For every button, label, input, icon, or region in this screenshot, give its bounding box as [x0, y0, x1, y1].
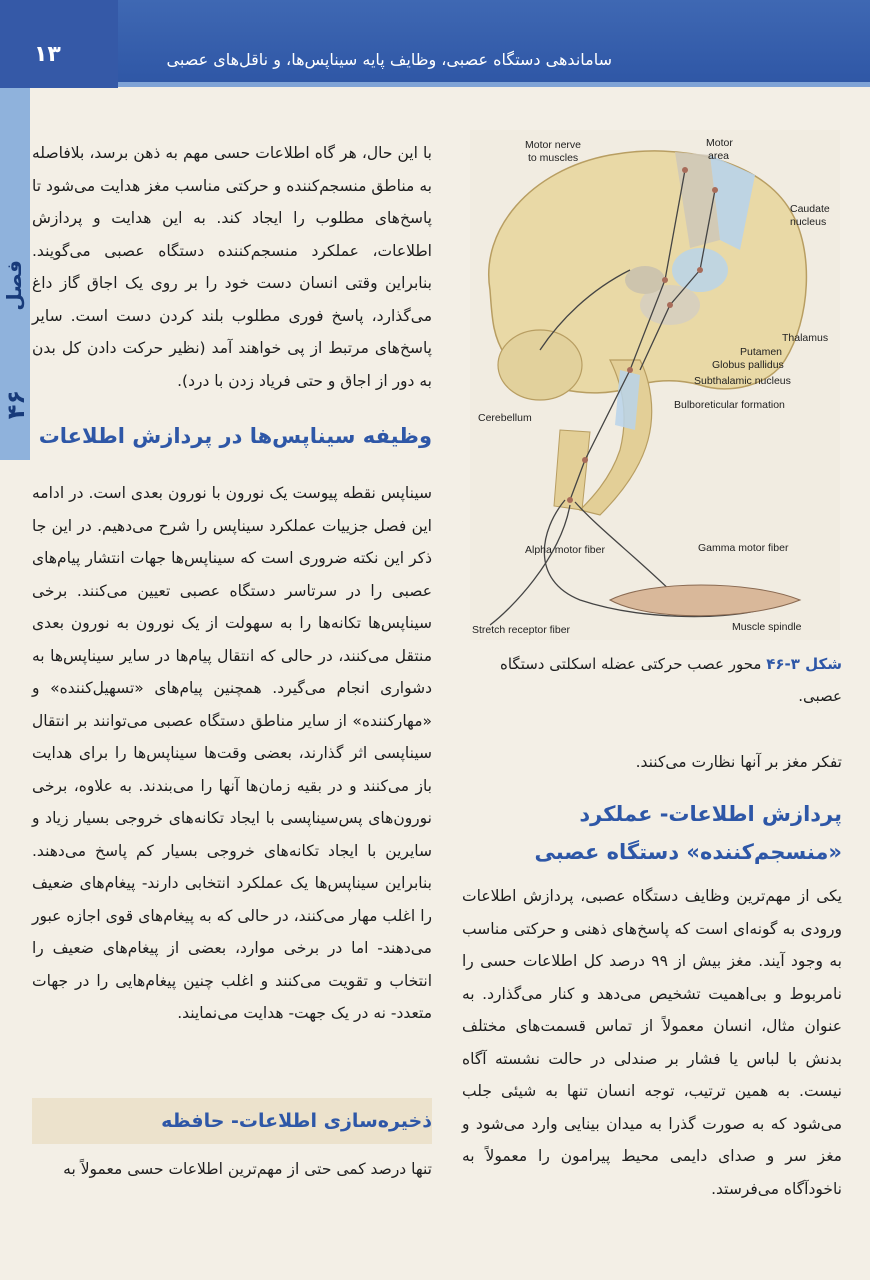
- label-motor-nerve: Motor nerve: [525, 139, 582, 151]
- right-column-paragraph-1: [32, 137, 432, 397]
- chapter-word: فصل: [2, 260, 26, 311]
- label-to-muscles: to muscles: [528, 152, 579, 164]
- paragraph: تنها درصد کمی حتی از مهم‌ترین اطلاعات حسی معمولاً به: [63, 1160, 432, 1178]
- running-head: ساماندهی دستگاه عصبی، وظایف پایه سیناپس‌ها، و ناقل‌های عصبی: [166, 50, 612, 69]
- section-heading-memory: ذخیره‌سازی اطلاعات- حافظه: [161, 1110, 432, 1132]
- caption-text: محور عصب حرکتی عضله اسکلتی دستگاه عصبی.: [499, 655, 842, 705]
- label-caudate: Caudate: [790, 203, 830, 215]
- motor-axis-figure: [470, 130, 840, 640]
- label-motor: Motor: [706, 137, 733, 149]
- left-column-paragraph-2: [462, 880, 842, 1205]
- section-heading-synapses: وظیفه سیناپس‌ها در پردازش اطلاعات: [38, 424, 432, 448]
- label-gamma-motor-fiber: Gamma motor fiber: [698, 542, 789, 554]
- label-subthalamic-nucleus: Subthalamic nucleus: [694, 375, 791, 387]
- header-band: [118, 0, 870, 82]
- header-divider: [118, 82, 870, 87]
- label-stretch-receptor-fiber: Stretch receptor fiber: [472, 624, 571, 636]
- page-header: [0, 0, 870, 88]
- label-globus-pallidus: Globus pallidus: [712, 359, 784, 371]
- figure-caption: [462, 648, 842, 712]
- paragraph: با این حال، هر گاه اطلاعات حسی مهم به ذهن برسد، بلافاصله به مناطق منسجم‌کننده و حرکتی مناسب مغز هدایت می‌شود تا پاسخ‌های مطلوب را ایجاد کند. به این هدایت و پردازش اطلاعات، عملکرد منسجم‌کننده دستگاه عصبی می‌گویند. بنابراین وقتی انسان دست خود را بر روی یک اجاق گاز داغ می‌گذارد، پاسخ فوری مطلوب بلند کردن دست است. سایر پاسخ‌های مرتبط از پی خواهند آمد (نظیر حرکت دادن کل بدن به دور از اجاق و حتی فریاد زدن با درد).: [32, 144, 432, 390]
- right-column-paragraph-3: [32, 1153, 432, 1186]
- putamen: [625, 266, 665, 294]
- label-area: area: [708, 150, 730, 162]
- chapter-number: ۴۶: [2, 390, 30, 420]
- paragraph: تفکر مغز بر آنها نظارت می‌کنند.: [635, 753, 842, 771]
- paragraph: یکی از مهم‌ترین وظایف دستگاه عصبی، پردازش اطلاعات ورودی به گونه‌ای است که پاسخ‌های ذهنی و حرکتی مناسب به وجود آیند. مغز بیش از ۹۹ درصد کل اطلاعات حسی را نامربوط و بی‌اهمیت تشخیص می‌دهد و کنار می‌گذارد. به عنوان مثال، انسان معمولاً از تماس قسمت‌های مختلف بدنش با لباس یا فشار بر صندلی در حالت نشسته آگاه نیست. به همین ترتیب، توجه انسان تنها به شیئی جلب می‌شود که به صورت گذرا به میدان بینایی وارد می‌شود و مغز سر و صدای دایمی محیط پیرامون را معمولاً به ناخودآگاه می‌فرستد.: [462, 887, 842, 1198]
- cerebellum: [498, 330, 582, 400]
- left-column-paragraph-1: [462, 746, 842, 779]
- label-alpha-motor-fiber: Alpha motor fiber: [525, 544, 605, 556]
- right-column-paragraph-2: [32, 477, 432, 1030]
- caption-label: شکل ۳-۴۶: [766, 655, 842, 673]
- label-nucleus: nucleus: [790, 216, 827, 228]
- label-bulboreticular: Bulboreticular formation: [674, 399, 785, 411]
- label-muscle-spindle: Muscle spindle: [732, 621, 802, 633]
- section-heading-integrative: [462, 795, 842, 871]
- heading-line-2: «منسجم‌کننده» دستگاه عصبی: [534, 840, 842, 864]
- paragraph: سیناپس نقطه پیوست یک نورون با نورون بعدی است. در ادامه این فصل جزییات عملکرد سیناپس را شرح می‌دهیم. در این جا ذکر این نکته ضروری است که سیناپس‌ها جهات انتشار پیام‌های عصبی را در سرتاسر دستگاه عصبی تعیین می‌کنند. برخی سیناپس‌ها تکانه‌ها را به سهولت از یک نورون به نورون بعدی منتقل می‌کنند، در حالی که انتقال پیام‌ها در سایر سیناپس‌ها به دشواری انجام می‌گیرد. همچنین پیام‌های «تسهیل‌کننده» و «مهارکننده» از سایر مناطق دستگاه عصبی می‌توانند بر انتقال سیناپسی اثر گذارند، بعضی وقت‌ها سیناپس‌ها را برای هدایت باز می‌کنند و در بقیه زمان‌ها آنها را می‌بندند. به علاوه، برخی نورون‌های پس‌سیناپسی با ایجاد تکانه‌های خروجی بسیار زیاد و سایرین با ایجاد تکانه‌های خروجی بسیار کم پاسخ می‌دهند. بنابراین سیناپس‌ها یک عملکرد انتخابی دارند- پیغام‌های ضعیف را اغلب مهار می‌کنند، در حالی که به پیغام‌های قوی اجازه عبور می‌دهند- اما در برخی موارد، بعضی از پیغام‌های ضعیف را انتخاب و تقویت می‌کنند و اغلب چنین پیغام‌هایی را در جهات متعدد- نه در یک جهت- هدایت می‌نمایند.: [32, 484, 432, 1022]
- label-putamen: Putamen: [740, 346, 783, 358]
- page-number: ۱۳: [34, 42, 61, 67]
- heading-line-1: پردازش اطلاعات- عملکرد: [579, 802, 842, 826]
- label-cerebellum: Cerebellum: [478, 412, 532, 424]
- label-thalamus: Thalamus: [782, 332, 829, 344]
